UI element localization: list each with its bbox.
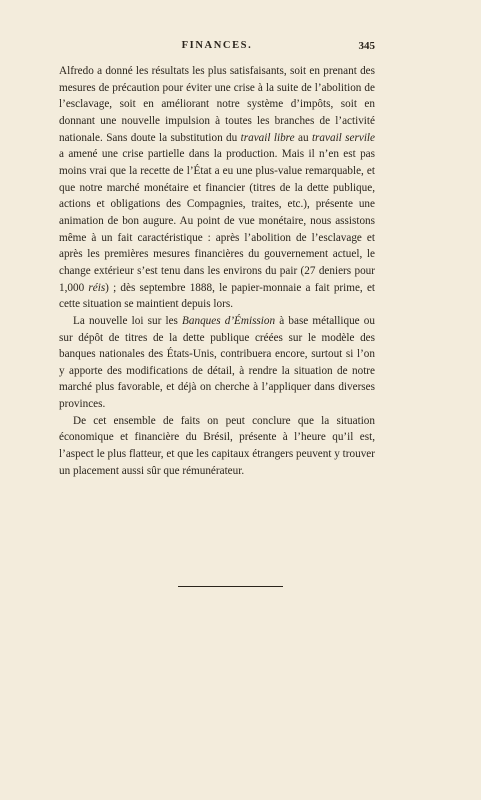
paragraph-1-text-g: ) ; dès septembre 1888, le papier-monnaie a fait prime, et cette situation se maintient depuis lors. <box>59 281 376 311</box>
paragraph-1-text-e: a amené une crise partielle dans la production. Mais il n’en est pas moins vrai que la recette de l’État a eu une plus-value remarquable, et que notre marché monétaire et financier (titres de la dette publique, actions et obligations des Compagnies, traites, etc.), présente une animation de bon augure. Au point de vue monétaire, nous assistons même à un fait caractéristique : après l’abolition de l’esclavage et après les premières mesures financières du gouvernement actuel, le change extérieur s’est tenu dans les environs du pair (27 deniers pour 1,000 <box>59 148 375 294</box>
paragraph-1 <box>59 63 375 313</box>
text-block <box>59 63 375 479</box>
paragraph-2-text-a: La nouvelle loi sur les <box>73 314 183 327</box>
paragraph-1-italic-reis: réis <box>88 281 106 294</box>
paragraph-1-italic-travail-servile: travail servile <box>311 131 376 144</box>
end-rule-divider <box>178 586 283 587</box>
paragraph-1-text-a: Alfredo a donné les résultats les plus satisfaisants, soit en prenant des mesures de précaution pour éviter une crise à la suite de l’abolition de l’esclavage, soit en améliorant notre système d’impôts, soit en donnant une nouvelle impulsion à toutes les branches de l’activité nationale. Sans doute la substitution du <box>59 65 375 144</box>
paragraph-1-text-c: au <box>294 131 312 144</box>
paragraph-2-italic-banques: Banques d’Émission <box>182 314 276 327</box>
running-title: FINANCES. <box>181 40 253 51</box>
paragraph-2 <box>59 313 375 413</box>
paragraph-1-italic-travail-libre: travail libre <box>240 131 295 144</box>
page-number: 345 <box>358 40 375 52</box>
running-head <box>59 40 375 56</box>
paragraph-2-text-c: à base métallique ou sur dépôt de titres de la dette publique créées sur le modèle des banques nationales des États-Unis, contribuera encore, surtout si l’on y apporte des modifications de détail, à rendre la situation de notre marché plus favorable, et déjà on cherche à l’appliquer dans diverses provinces. <box>59 314 375 411</box>
paragraph-3: De cet ensemble de faits on peut conclure que la situation économique et financière du Brésil, présente à l’heure qu’il est, l’aspect le plus flatteur, et que les capitaux étrangers peuvent y trouver un placement aussi sûr que rémunérateur. <box>59 414 375 477</box>
